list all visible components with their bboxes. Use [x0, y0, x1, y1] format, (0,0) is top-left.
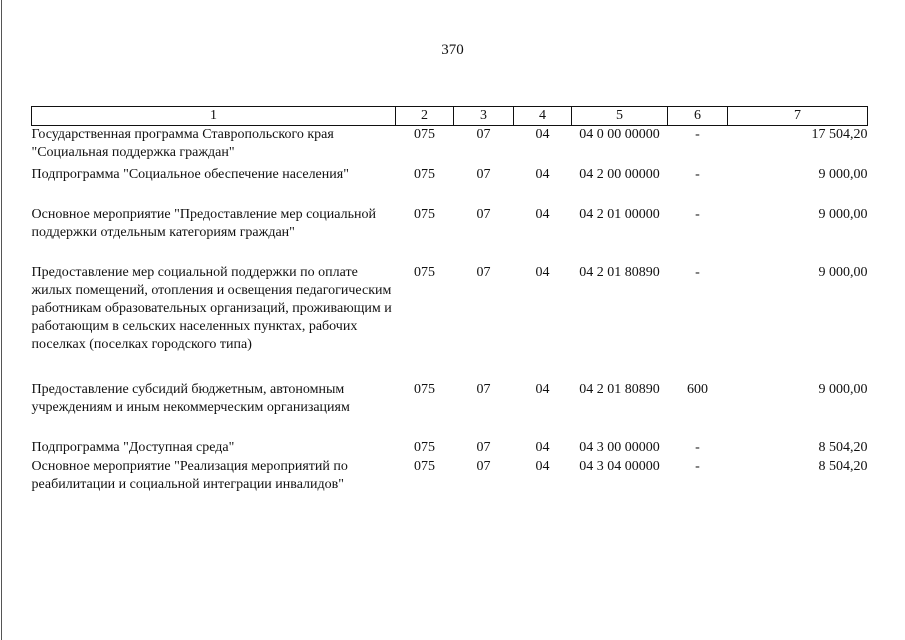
table-row: [32, 264, 868, 381]
column-header: 7: [728, 107, 868, 126]
column-header: 2: [396, 107, 454, 126]
column-header: 5: [572, 107, 668, 126]
table-row: [32, 166, 868, 206]
table-row: [32, 126, 868, 166]
row-ved: 075: [414, 127, 435, 142]
table-row: [32, 381, 868, 439]
row-pr: 04: [535, 206, 550, 222]
row-vr: -: [695, 206, 700, 222]
row-name: Предоставление субсидий бюджетным, автономным учреждениям и иным некоммерческим организациям: [31, 381, 350, 415]
table-row: [32, 439, 868, 458]
row-sum: 9 000,00: [818, 264, 868, 280]
row-pr: 04: [535, 458, 550, 474]
row-vr: -: [695, 458, 700, 474]
column-header: 3: [454, 107, 514, 126]
row-vr: -: [695, 439, 700, 455]
table-header-row: [32, 107, 868, 126]
row-name: Подпрограмма "Доступная среда": [31, 439, 235, 455]
row-ved: 075: [414, 458, 435, 474]
row-rz: 07: [476, 458, 491, 474]
column-header: 6: [668, 107, 728, 126]
row-rz: 07: [476, 381, 491, 397]
row-name: Основное мероприятие "Предоставление мер социальной поддержки отдельным категориям граждан": [31, 206, 376, 240]
row-csr: 04 3 00 00000: [579, 439, 660, 455]
row-sum: 9 000,00: [818, 381, 868, 397]
row-pr: 04: [535, 439, 550, 455]
row-vr: -: [695, 127, 700, 142]
column-header: 4: [514, 107, 572, 126]
row-pr: 04: [535, 381, 550, 397]
row-sum: 9 000,00: [818, 206, 868, 222]
row-rz: 07: [476, 264, 491, 280]
row-csr: 04 3 04 00000: [579, 458, 660, 474]
row-pr: 04: [535, 264, 550, 280]
row-vr: -: [695, 166, 700, 182]
row-vr: 600: [687, 381, 708, 397]
row-csr: 04 2 01 80890: [579, 381, 660, 397]
table-row: [32, 458, 868, 498]
row-ved: 075: [414, 206, 435, 222]
page-edge-line: [1, 0, 2, 640]
column-header: 1: [32, 107, 396, 126]
row-ved: 075: [414, 166, 435, 182]
row-name: Государственная программа Ставропольского края "Социальная поддержка граждан": [31, 127, 334, 160]
page-number: 370: [441, 42, 464, 58]
row-name: Подпрограмма "Социальное обеспечение населения": [31, 166, 349, 182]
row-csr: 04 0 00 00000: [579, 127, 660, 142]
row-rz: 07: [476, 127, 491, 142]
row-sum: 8 504,20: [818, 439, 868, 455]
row-csr: 04 2 01 00000: [579, 206, 660, 222]
row-ved: 075: [414, 381, 435, 397]
row-ved: 075: [414, 264, 435, 280]
row-csr: 04 2 01 80890: [579, 264, 660, 280]
row-sum: 8 504,20: [818, 458, 868, 474]
row-csr: 04 2 00 00000: [579, 166, 660, 182]
row-rz: 07: [476, 439, 491, 455]
row-name: Основное мероприятие "Реализация мероприятий по реабилитации и социальной интеграции инвалидов": [31, 458, 348, 492]
row-sum: 17 504,20: [811, 127, 868, 142]
row-sum: 9 000,00: [818, 166, 868, 182]
row-pr: 04: [535, 166, 550, 182]
budget-table: [31, 106, 868, 498]
row-rz: 07: [476, 166, 491, 182]
row-ved: 075: [414, 439, 435, 455]
row-vr: -: [695, 264, 700, 280]
row-rz: 07: [476, 206, 491, 222]
row-name: Предоставление мер социальной поддержки по оплате жилых помещений, отопления и освещения педагогическим работникам образовательных организаций, проживающим и работающим в сельских населенных пунктах, рабочих поселках (поселках городского типа): [31, 264, 392, 352]
table-row: [32, 206, 868, 264]
row-pr: 04: [535, 127, 550, 142]
